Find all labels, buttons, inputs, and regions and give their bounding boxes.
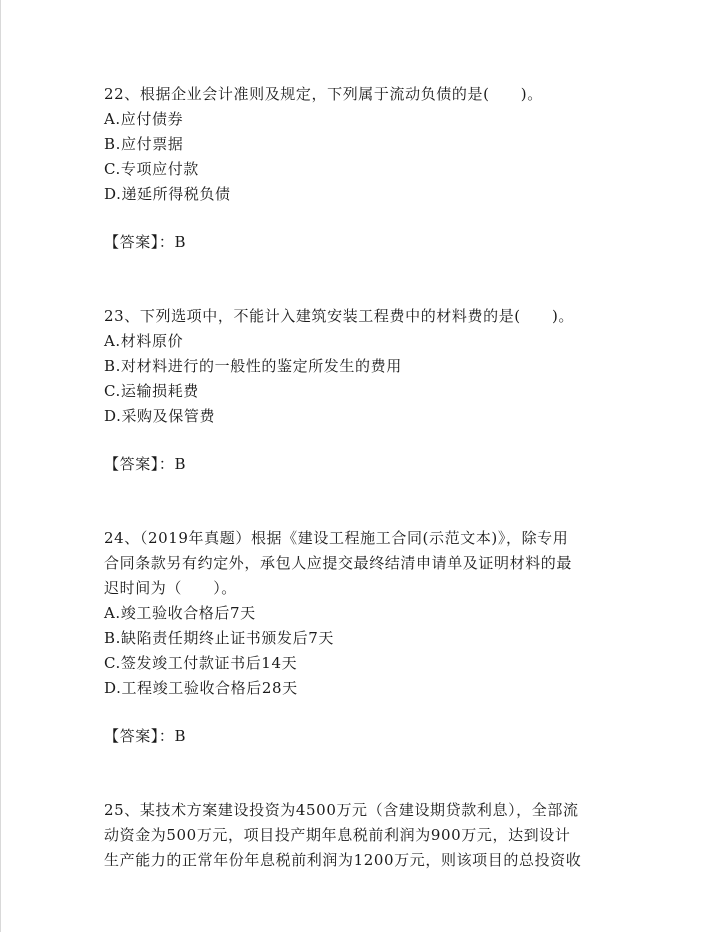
option-b: B.缺陷责任期终止证书颁发后7天 <box>104 629 334 647</box>
option-c: C.运输损耗费 <box>104 382 199 400</box>
question-stem-line-3: 生产能力的正常年份年息税前利润为1200万元，则该项目的总投资收 <box>104 851 582 869</box>
option-a: A.竣工验收合格后7天 <box>104 604 256 622</box>
question-24 <box>104 526 609 749</box>
spacer <box>104 270 609 304</box>
option-a: A.材料原价 <box>104 332 184 350</box>
answer-line: 【答案】：B <box>104 727 187 745</box>
option-d: D.工程竣工验收合格后28天 <box>104 679 298 697</box>
spacer <box>104 764 609 798</box>
question-stem-line-1: 24、（2019年真题）根据《建设工程施工合同(示范文本)》，除专用 <box>104 529 569 547</box>
question-stem-line-2: 合同条款另有约定外，承包人应提交最终结清申请单及证明材料的最 <box>104 554 573 572</box>
question-23 <box>104 304 609 477</box>
spacer <box>104 492 609 526</box>
question-list <box>104 82 609 873</box>
question-stem: 23、下列选项中，不能计入建筑安装工程费中的材料费的是( )。 <box>104 307 574 325</box>
question-stem-line-1: 25、某技术方案建设投资为4500万元（含建设期贷款利息），全部流 <box>104 801 579 819</box>
option-c: C.签发竣工付款证书后14天 <box>104 654 298 672</box>
answer-line: 【答案】：B <box>104 455 187 473</box>
option-c: C.专项应付款 <box>104 160 199 178</box>
option-d: D.采购及保管费 <box>104 407 216 425</box>
question-stem-line-2: 动资金为500万元，项目投产期年息税前利润为900万元，达到设计 <box>104 826 571 844</box>
question-22 <box>104 82 609 255</box>
question-stem: 22、根据企业会计准则及规定，下列属于流动负债的是( )。 <box>104 85 543 103</box>
option-b: B.对材料进行的一般性的鉴定所发生的费用 <box>104 357 402 375</box>
page-edge-line <box>0 0 1 932</box>
option-a: A.应付债券 <box>104 110 184 128</box>
answer-line: 【答案】：B <box>104 233 187 251</box>
question-25 <box>104 798 609 873</box>
question-stem-line-3: 迟时间为（ ）。 <box>104 579 237 597</box>
option-d: D.递延所得税负债 <box>104 185 231 203</box>
option-b: B.应付票据 <box>104 135 184 153</box>
